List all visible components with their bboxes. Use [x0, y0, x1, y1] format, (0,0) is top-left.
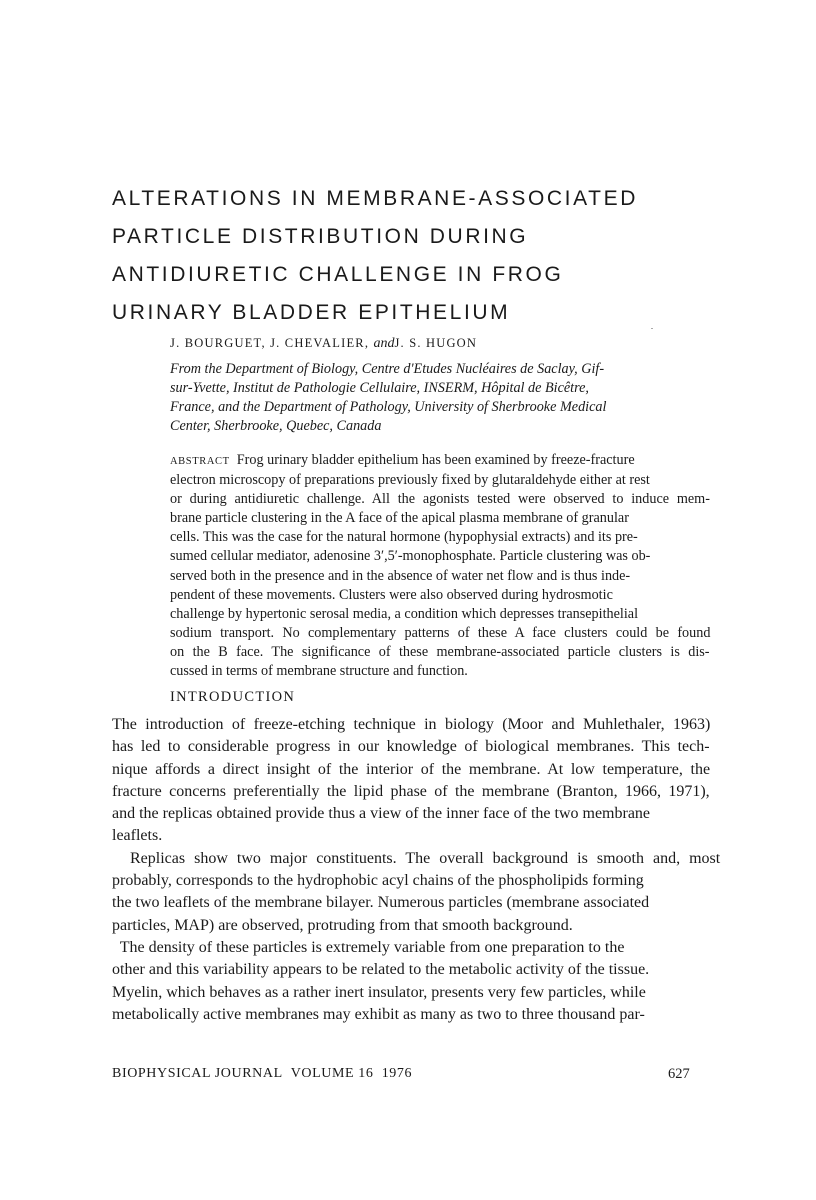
running-footer: [112, 1066, 412, 1082]
body-line: The introduction of freeze-etching technique in biology (Moor and Muhlethaler, 1963): [112, 716, 711, 733]
body-line: particles, MAP) are observed, protruding from that smooth background.: [112, 916, 573, 934]
section-heading: INTRODUCTION: [170, 689, 296, 705]
title-line: URINARY BLADDER EPITHELIUM: [112, 301, 511, 324]
abstract-line: brane particle clustering in the A face of the apical plasma membrane of granular: [170, 510, 629, 527]
author-conjunction: and: [373, 336, 395, 351]
affiliation-line: Center, Sherbrooke, Quebec, Canada: [170, 418, 382, 434]
abstract-first-line: [170, 451, 710, 471]
title-line: ANTIDIURETIC CHALLENGE IN FROG: [112, 263, 564, 286]
journal-volume: VOLUME 16: [290, 1066, 374, 1081]
abstract-line: sumed cellular mediator, adenosine 3′,5′-monophosphate. Particle clustering was ob-: [170, 548, 651, 565]
title-line: ALTERATIONS IN MEMBRANE-ASSOCIATED: [112, 187, 638, 210]
abstract-line: challenge by hypertonic serosal media, a condition which depresses transepithelial: [170, 605, 639, 622]
journal-name: BIOPHYSICAL JOURNAL: [112, 1066, 283, 1081]
article-title: [112, 180, 752, 332]
affiliation-line: France, and the Department of Pathology, University of Sherbrooke Medical: [170, 399, 607, 415]
body-text: [112, 714, 721, 1026]
abstract-line: sodium transport. No complementary patterns of these A face clusters could be found: [170, 624, 711, 641]
body-line: Myelin, which behaves as a rather inert insulator, presents very few particles, while: [112, 983, 646, 1001]
abstract-line: served both in the presence and in the absence of water net flow and is thus inde-: [170, 567, 631, 584]
affiliation-line: From the Department of Biology, Centre d'Etudes Nucléaires de Saclay, Gif-: [170, 361, 605, 377]
author-names-b: J. S. HUGON: [394, 336, 478, 350]
body-line: other and this variability appears to be related to the metabolic activity of the tissue.: [112, 961, 650, 979]
abstract-line: on the B face. The significance of these membrane-associated particle clusters is dis-: [170, 643, 710, 660]
abstract-line: electron microscopy of preparations previously fixed by glutaraldehyde either at rest: [170, 472, 650, 489]
body-line: leaflets.: [112, 827, 163, 845]
abstract: [170, 451, 710, 681]
abstract-line: or during antidiuretic challenge. All the agonists tested were observed to induce mem-: [170, 491, 710, 508]
abstract-line: cells. This was the case for the natural hormone (hypophysial extracts) and its pre-: [170, 529, 638, 546]
body-line: metabolically active membranes may exhibit as many as two to three thousand par-: [112, 1005, 645, 1023]
abstract-line: cussed in terms of membrane structure and function.: [170, 663, 468, 680]
journal-year: 1976: [381, 1066, 413, 1081]
page-number: 627: [668, 1066, 690, 1082]
body-line: nique affords a direct insight of the interior of the membrane. At low temperature, the: [112, 760, 711, 778]
body-line: fracture concerns preferentially the lipid phase of the membrane (Branton, 1966, 1971),: [112, 782, 710, 800]
title-line: PARTICLE DISTRIBUTION DURING: [112, 225, 529, 248]
abstract-label: ABSTRACT: [170, 456, 230, 467]
body-line: and the replicas obtained provide thus a view of the inner face of the two membrane: [112, 805, 651, 823]
scan-speck: [651, 328, 653, 329]
abstract-line: pendent of these movements. Clusters were also observed during hydrosmotic: [170, 586, 613, 603]
body-line: has led to considerable progress in our knowledge of biological membranes. This tech-: [112, 738, 710, 756]
affiliation-line: sur-Yvette, Institut de Pathologie Cellulaire, INSERM, Hôpital de Bicêtre,: [170, 380, 589, 396]
author-names-a: J. BOURGUET, J. CHEVALIER,: [170, 336, 370, 350]
abstract-line: Frog urinary bladder epithelium has been examined by freeze-fracture: [236, 452, 635, 468]
body-line: the two leaflets of the membrane bilayer. Numerous particles (membrane associated: [112, 894, 650, 912]
author-list: [170, 336, 477, 352]
body-line: Replicas show two major constituents. The overall background is smooth and, most: [112, 849, 721, 867]
body-line: The density of these particles is extremely variable from one preparation to the: [112, 938, 625, 956]
body-line: probably, corresponds to the hydrophobic acyl chains of the phospholipids forming: [112, 872, 644, 890]
affiliations: [170, 360, 730, 436]
